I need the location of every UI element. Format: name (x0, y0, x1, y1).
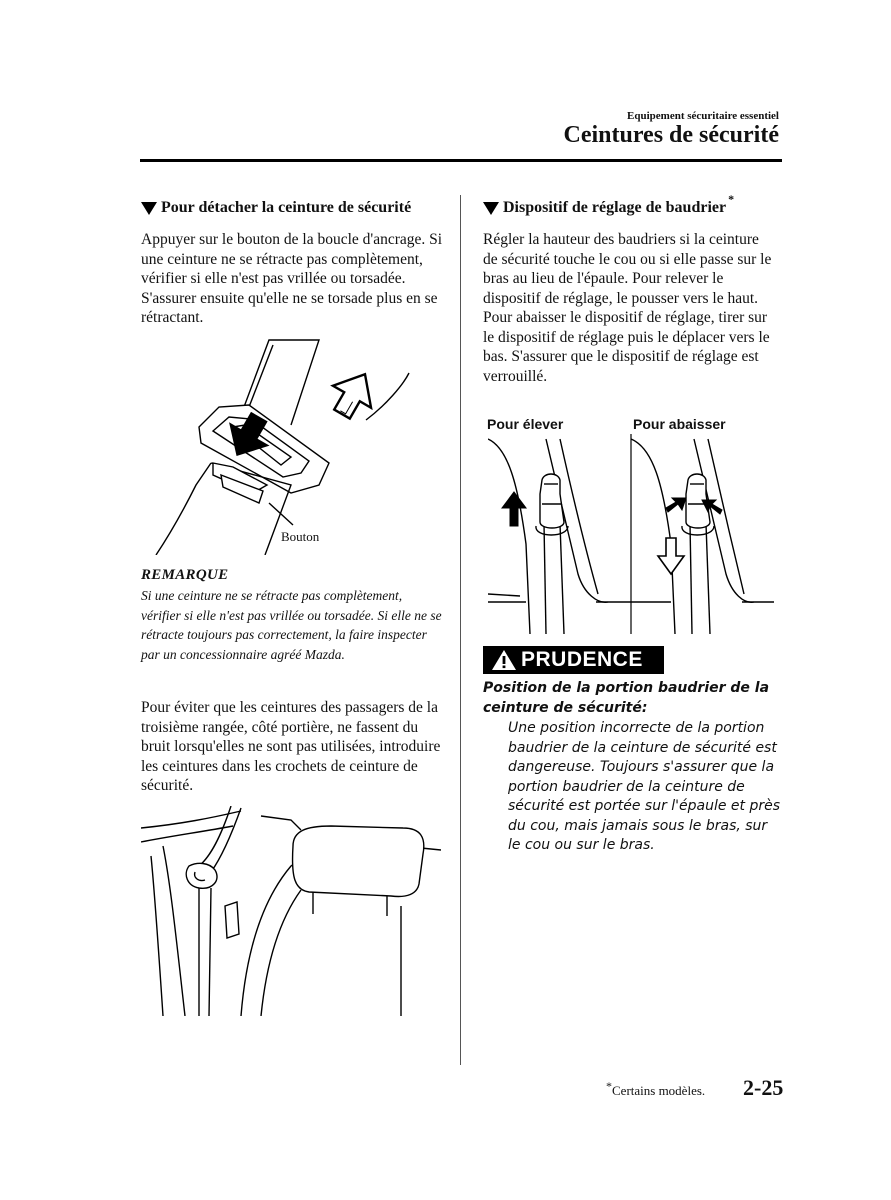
footnote (604, 1078, 706, 1099)
right-heading: Dispositif de réglage de baudrier * (483, 199, 783, 217)
figure-callout-button: Bouton (281, 529, 320, 544)
footnote-text: Certains modèles. (612, 1083, 706, 1098)
left-heading-text: Pour détacher la ceinture de sécurité (161, 199, 412, 216)
warning-banner (483, 646, 664, 674)
triangle-bullet-icon (483, 202, 499, 215)
buckle-illustration (141, 335, 441, 555)
shoulder-adjuster-illustration (488, 434, 774, 634)
warning-label: PRUDENCE (521, 648, 643, 671)
remark-text: Si une ceinture ne se rétracte pas complètement, vérifier si elle n'est pas vrillée ou torsadée. Si elle ne se rétracte toujours pas correctement, la faire inspecter par un concessionnaire agréé Mazda. (141, 588, 442, 662)
remark-title: REMARQUE (141, 567, 229, 583)
warning-title: Position de la portion baudrier de la ceinture de sécurité: (483, 680, 770, 716)
footnote-asterisk-icon: * (606, 1078, 612, 1093)
page-number: 2-25 (743, 1075, 784, 1100)
column-divider (460, 195, 461, 1065)
figure-label-lower: Pour abaisser (633, 416, 726, 432)
page-title: Ceintures de sécurité (563, 122, 779, 148)
left-heading (141, 199, 443, 217)
third-row-seat-illustration (141, 806, 441, 1016)
left-paragraph-2: Pour éviter que les ceintures des passagers de la troisième rangée, côté portière, ne fassent du bruit lorsqu'elles ne sont pas utilisées, introduire les ceintures dans les crochets de ceinture de sécurité. (141, 699, 441, 794)
warning-body: Une position incorrecte de la portion baudrier de la ceinture de sécurité est dangereuse. Toujours s'assurer que la portion baudrier de la ceinture de sécurité est portée sur l'épaule et près du cou, mais jamais sous le bras, sur le cou ou sur le bras. (508, 720, 781, 853)
figure-label-raise: Pour élever (487, 416, 564, 432)
header-rule (140, 159, 782, 162)
section-label: Equipement sécuritaire essentiel (627, 110, 779, 122)
right-paragraph-1: Régler la hauteur des baudriers si la ceinture de sécurité touche le cou ou si elle passe sur le bras au lieu de l'épaule. Pour relever le dispositif de réglage, le pousser vers le haut. Pour abaisser le dispositif de réglage, tirer sur le dispositif de réglage puis le déplacer vers le bas. S'assurer que le dispositif de réglage est verrouillé. (483, 231, 772, 385)
warning-triangle-icon (491, 649, 517, 671)
left-paragraph-1: Appuyer sur le bouton de la boucle d'ancrage. Si une ceinture ne se rétracte pas complètement, vérifier si elle n'est pas vrillée ou torsadée. S'assurer ensuite qu'elle ne se torsade plus en se rétractant. (141, 231, 443, 326)
triangle-bullet-icon (141, 202, 157, 215)
right-heading-text: Dispositif de réglage de baudrier (503, 199, 727, 216)
